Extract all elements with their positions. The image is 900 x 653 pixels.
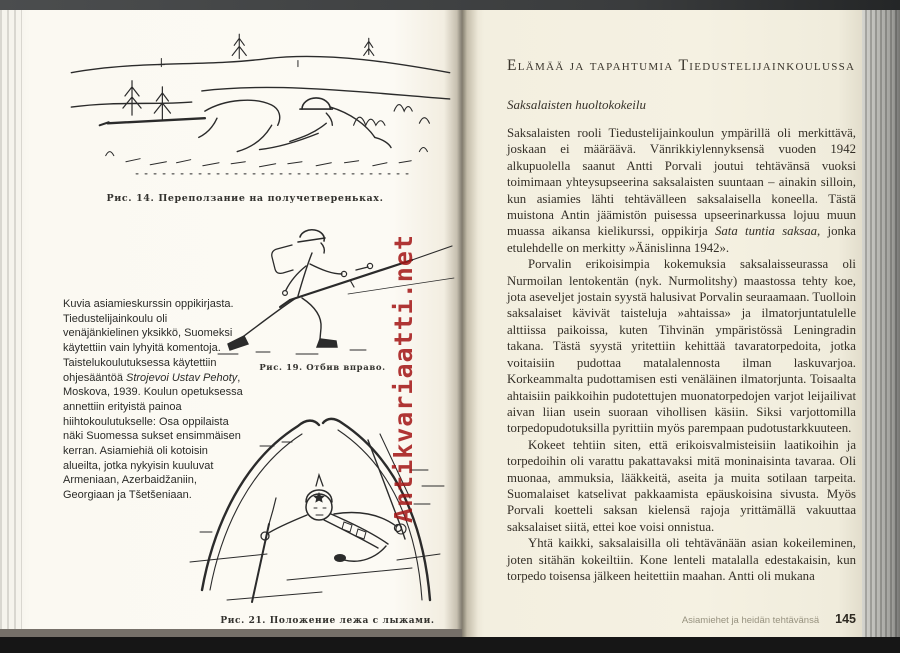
fig21-caption: Рис. 21. Положение лежа с лыжами. [220,616,435,626]
chapter-heading: Elämää ja tapahtumia Tiedustelijainkoulussa [507,57,856,74]
fig19-caption: Рис. 19. Отбив вправо. [259,363,386,373]
antikvariaatti-watermark: Antikvariaatti.net [389,234,418,523]
running-title: Asiamiehet ja heidän tehtävänsä [681,615,820,626]
fig14-line-art [65,14,455,186]
right-page-edge-stack [862,4,900,649]
body-paragraph: Kokeet tehtiin siten, että erikoisvalmisteisiin laatikoihin ja torpedoihin oli varattu pakattavaksi mitä moninaisinta tavaraa. Oli muonaa, ammuksia, lääkkeitä, aseita ja muita sotilaan tarpeita. Suomalaiset katselivat pakkaamista epäuskoisina sivusta. Myös Porvali koetteli saksan kielensä rajoja yrittämällä vakuuttaa saksalaiset siitä, ettei koe voisi onnistua. [507,437,856,534]
body-paragraph: Porvalin erikoisimpia kokemuksia saksalaisseurassa oli Nurmoilan lentokentän (nyk. Nurmolitshy) maastossa tehty koe, jota aseveljet jostain syystä halusivat Porvalin seuraamaan. Tuolloin saksalaiset kävivät taisteluja »ahtaissa» ja ilmatorjuntatulelle alttiissa paikoissa, kuten Tihvinän ympäristössä Leningradin takana. Tästä syystä yritettiin kehittää tavaratorpedoita, jotka voitaisiin pudottaa matalalennosta ilman laskuvarjoa. Korkeammalta pudottamisen esti venäläinen ilmatorjunta. Toisaalta ahtaisiin paikkoihin pudotettujen muonatorpedojen varjot leijailivat aivan liian usein suoraan vihollisen käsiin. Siksi varjottomilla torpedopudotuksilla pyrittiin myös parempaan pudotustarkkuuteen. [507,257,857,436]
body-text-column [507,125,856,584]
scan-top-band [0,0,900,10]
sidebar-photo-caption: Kuvia asiamieskurssin oppikirjasta. Tiedustelijainkoulu oli venäjänkielinen yksikkö, Suomeksi käytettiin vain lyhyitä komentoja. Taistelukoulutuksessa käytettiin ohjesääntöä Strojevoi Ustav Pehoty, Moskova, 1939. Koulun opetuksessa annettiin erityistä painoa hiihtokoulutukselle: Osa oppilaista näki Suomessa sukset ensimmäisen kerran. Asiamiehiä oli kotoisin alueilta, jotka nykyisin kuuluvat Armeniaan, Azerbaidžaniin, Georgiaan ja Tšetšeniaan. [63,298,243,502]
section-subheading: Saksalaisten huoltokokeilu [507,97,647,112]
page-number: 145 [835,612,856,626]
scan-bottom-band [0,637,900,653]
body-paragraph: Saksalaisten rooli Tiedustelijainkoulun ympärillä oli merkittävä, joskaan ei määräävä. Vänrikkiylennyksensä vuoden 1942 alkupuolella saanut Antti Porvali joutui tehtävänsä vuoksi toimimaan yhteysupseerina saksalaisten suuntaan – ainakin silloin, kun asiamies lähti tehtävälleen saksalaisella koneella. Tästä muistona Antin jäämistön puisessa upseerinarkussa lojuu muun muassa aikansa kielikurssi, oppikirja Sata tuntia saksaa, jonka etulehdelle on merkitty »Äänislinna 1942». [507,126,856,255]
left-page-edge-lines [0,10,22,631]
body-paragraph: Yhtä kaikki, saksalaisilla oli tehtävänään asian kokeileminen, joten sitähän kokeiltiin. Kone lenteli matalalla edestakaisin, kun torpedo toisensa jälkeen heitettiin maahan. Antti oli mukana [507,536,856,583]
illustration-fig14-crawling-soldiers [65,14,455,186]
page-footer [507,610,856,628]
fig14-caption: Рис. 14. Переползание на получетвереньках. [106,193,384,204]
